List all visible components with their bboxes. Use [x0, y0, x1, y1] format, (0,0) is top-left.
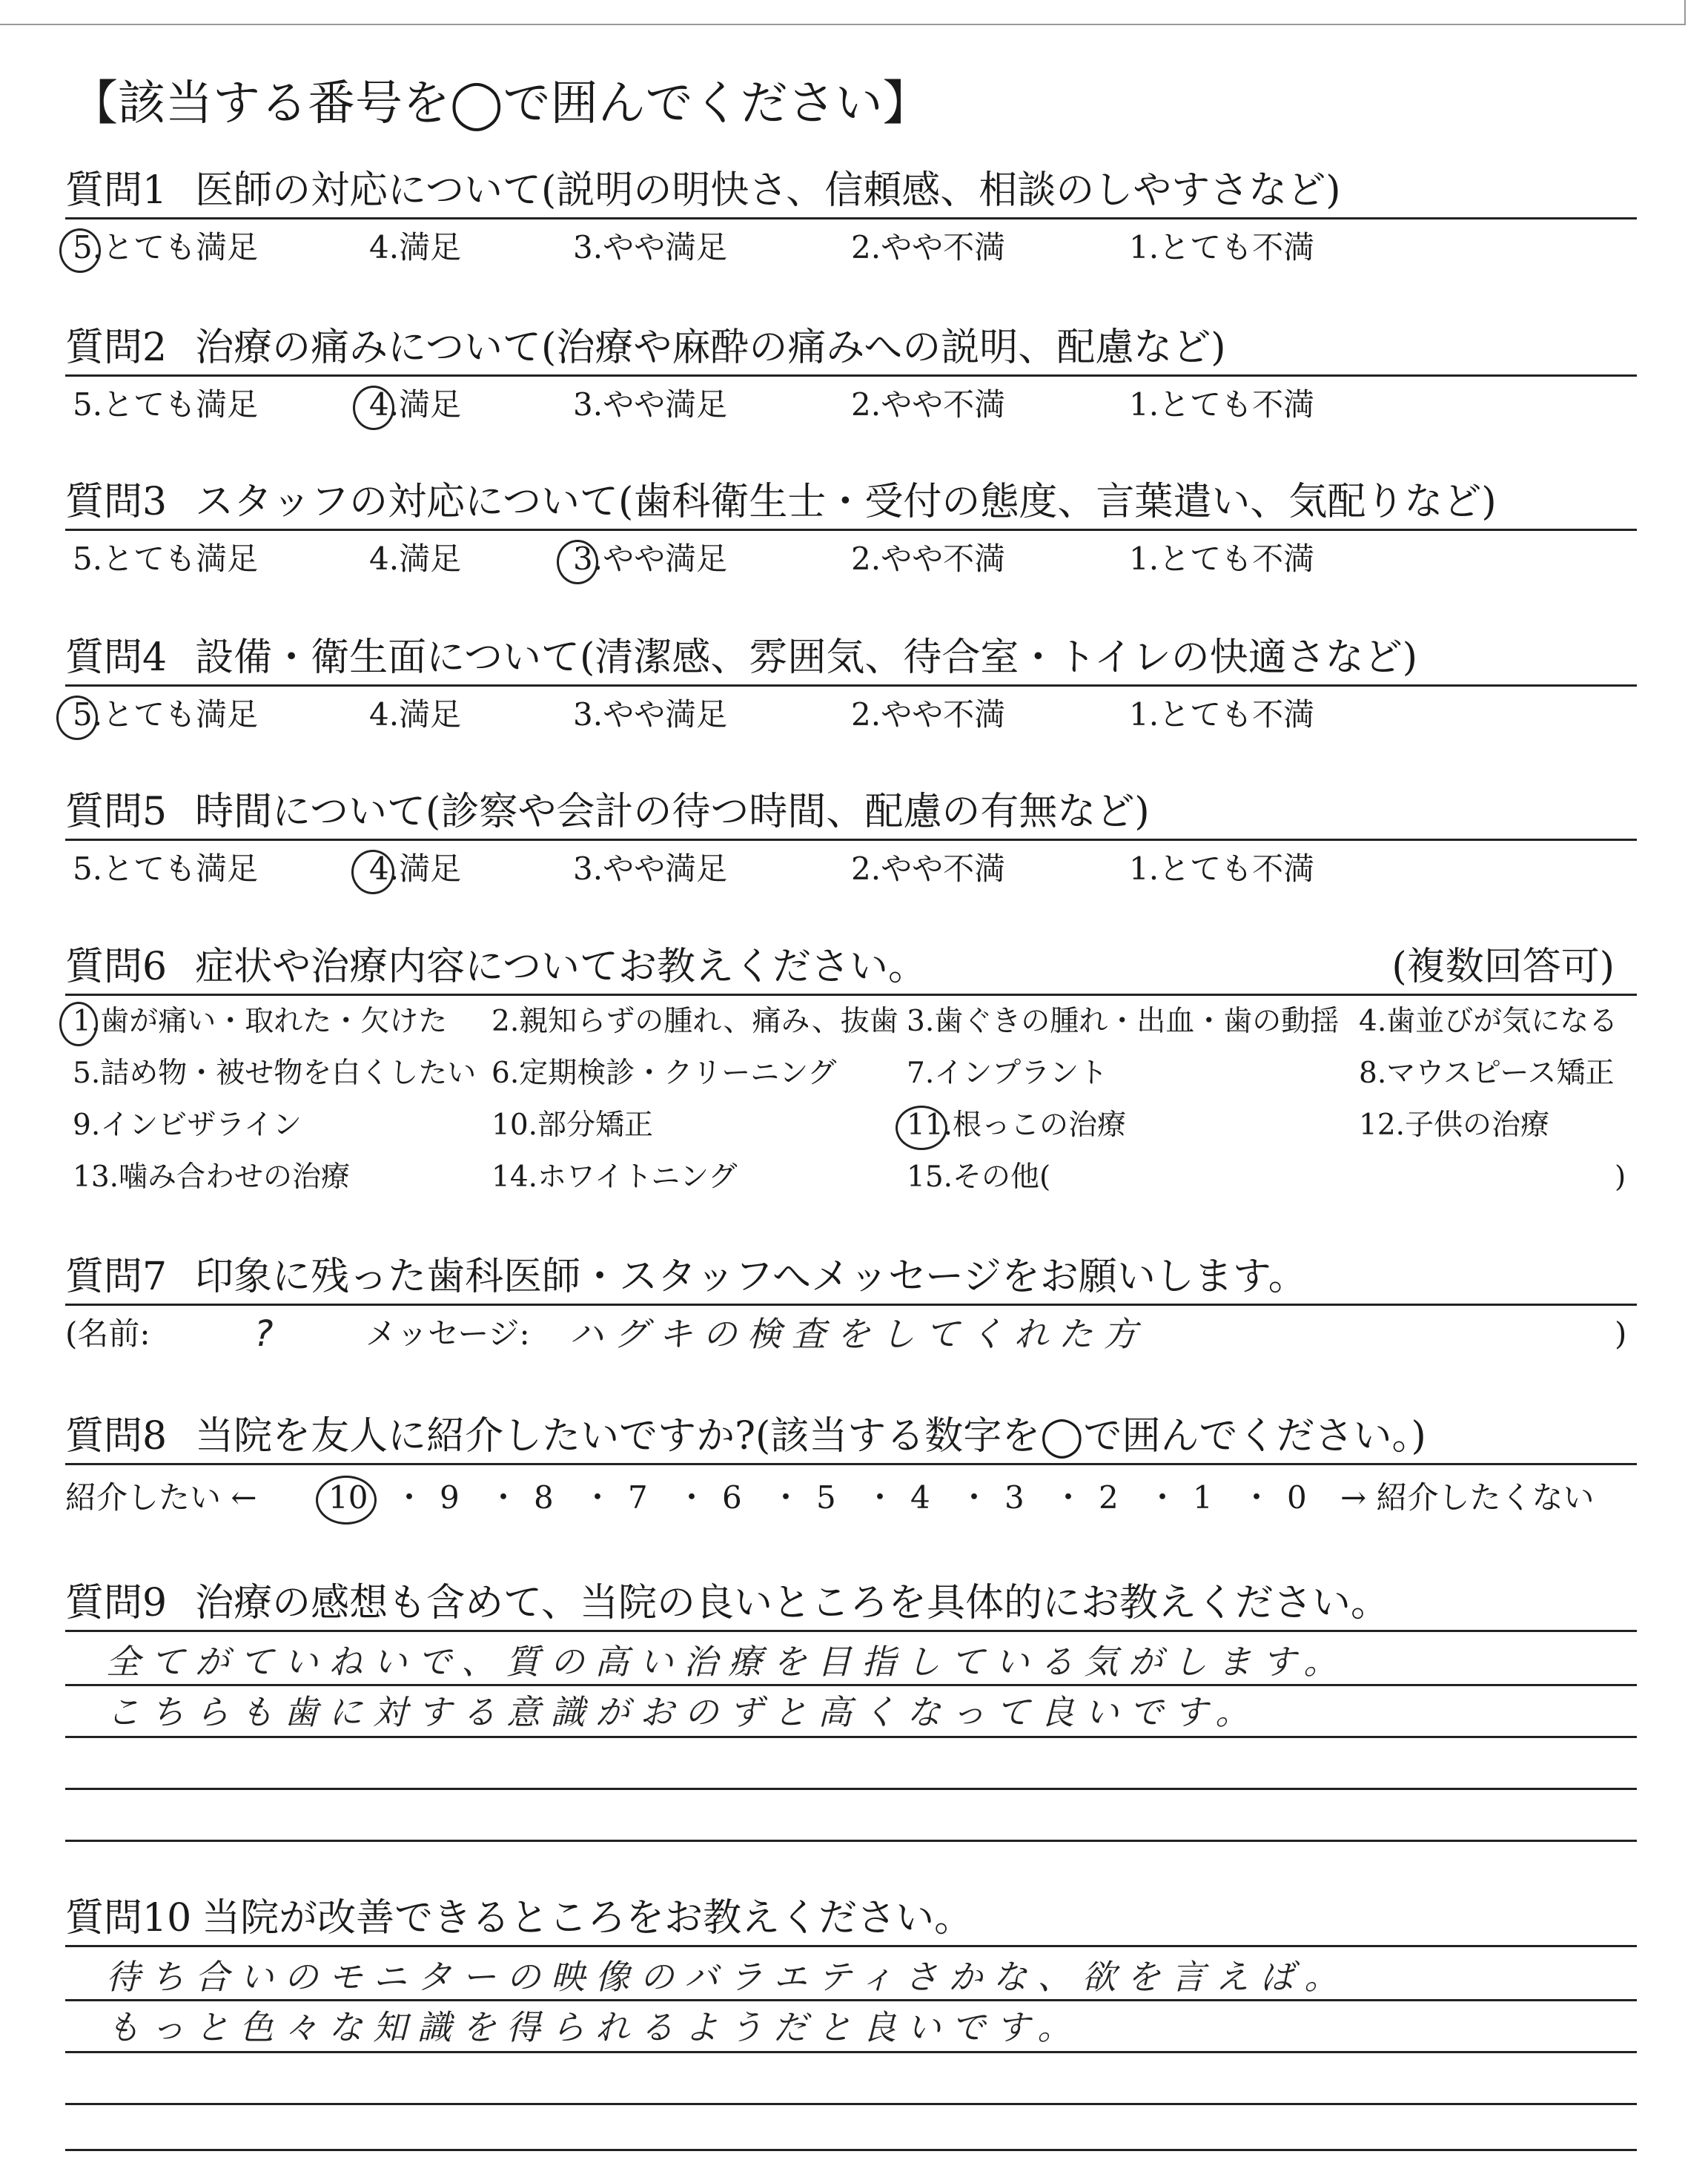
question-number: 質問9	[65, 1581, 168, 1625]
divider	[65, 839, 1637, 841]
question-number: 質問4	[65, 635, 168, 680]
option-2[interactable]: 2.やや不満	[851, 851, 1006, 887]
option-3[interactable]: 3.やや満足	[573, 229, 728, 265]
treatment-option-12[interactable]: 12.子供の治療	[1359, 1109, 1550, 1142]
treatment-option-1[interactable]: 1.歯が痛い・取れた・欠けた	[73, 1005, 448, 1038]
scale-1[interactable]: 1	[1193, 1479, 1213, 1516]
question-text: 治療の痛みについて(治療や麻酔の痛みへの説明、配慮など)	[195, 326, 1226, 370]
treatment-option-3[interactable]: 3.歯ぐきの腫れ・出血・歯の動揺	[907, 1005, 1340, 1038]
top-border	[0, 24, 1684, 25]
scale-left-label: 紹介したい ←	[65, 1479, 257, 1516]
message-value[interactable]: ハグキの検査をしてくれた方	[569, 1314, 1148, 1354]
selection-circle	[896, 1106, 947, 1150]
question-number: 質問8	[65, 1414, 168, 1459]
option-4[interactable]: 4.満足	[369, 541, 462, 577]
option-4[interactable]: 4.満足	[369, 386, 462, 423]
scale-right-label: → 紹介したくない	[1340, 1479, 1595, 1516]
question-text: スタッフの対応について(歯科衛生士・受付の態度、言葉遣い、気配りなど)	[195, 480, 1497, 524]
option-3[interactable]: 3.やや満足	[573, 386, 728, 423]
option-5[interactable]: 5.とても満足	[73, 541, 259, 577]
option-4[interactable]: 4.満足	[369, 696, 462, 733]
option-2[interactable]: 2.やや不満	[851, 229, 1006, 265]
question-number: 質問5	[65, 790, 168, 834]
message-label: メッセージ:	[365, 1315, 530, 1352]
question-number: 質問10	[65, 1896, 192, 1941]
question-text: 医師の対応について(説明の明快さ、信頼感、相談のしやすさなど)	[195, 168, 1341, 213]
divider	[65, 684, 1637, 687]
selection-circle	[316, 1476, 377, 1525]
rating-options	[65, 694, 1637, 736]
question-5	[65, 788, 1637, 890]
selection-circle	[59, 228, 101, 273]
option-3[interactable]: 3.やや満足	[573, 696, 728, 733]
option-1[interactable]: 1.とても不満	[1129, 386, 1315, 423]
treatment-option-13[interactable]: 13.噛み合わせの治療	[73, 1160, 351, 1194]
answer-line-1: 全てがていねいで、質の高い治療を目指している気がします。	[106, 1642, 1348, 1682]
treatment-option-10[interactable]: 10.部分矯正	[491, 1109, 654, 1142]
option-4[interactable]: 4.満足	[369, 851, 462, 887]
option-2[interactable]: 2.やや不満	[851, 696, 1006, 733]
message-close-paren: )	[1615, 1315, 1627, 1352]
rating-options	[65, 384, 1637, 426]
question-number: 質問2	[65, 326, 168, 370]
question-1	[65, 167, 1637, 268]
scale-2[interactable]: 2	[1099, 1479, 1119, 1516]
question-text: 当院を友人に紹介したいですか?(該当する数字を◯で囲んでください。)	[195, 1414, 1426, 1459]
option-1[interactable]: 1.とても不満	[1129, 851, 1315, 887]
answer-line-2: もっと色々な知識を得られるようだと良いです。	[106, 2007, 1082, 2047]
treatment-option-5[interactable]: 5.詰め物・被せ物を白くしたい	[73, 1057, 477, 1090]
answer-area[interactable]	[65, 1947, 1637, 2155]
selection-circle	[351, 850, 394, 894]
side-border	[1684, 0, 1686, 25]
scale-6[interactable]: 6	[722, 1479, 742, 1516]
option-2[interactable]: 2.やや不満	[851, 541, 1006, 577]
question-number: 質問1	[65, 168, 168, 213]
scale-4[interactable]: 4	[910, 1479, 930, 1516]
other-close-paren: )	[1615, 1160, 1626, 1194]
treatment-option-2[interactable]: 2.親知らずの腫れ、痛み、抜歯	[491, 1005, 898, 1038]
option-1[interactable]: 1.とても不満	[1129, 541, 1315, 577]
option-3[interactable]: 3.やや満足	[573, 541, 728, 577]
writing-line	[65, 2149, 1637, 2151]
treatment-option-8[interactable]: 8.マウスピース矯正	[1359, 1057, 1615, 1090]
scale-8[interactable]: 8	[534, 1479, 554, 1516]
option-3[interactable]: 3.やや満足	[573, 851, 728, 887]
option-1[interactable]: 1.とても不満	[1129, 696, 1315, 733]
question-7	[65, 1253, 1637, 1361]
question-text: 時間について(診察や会計の待つ時間、配慮の有無など)	[195, 790, 1150, 834]
option-5[interactable]: 5.とても満足	[73, 386, 259, 423]
question-6	[65, 943, 1637, 1218]
divider	[65, 217, 1637, 219]
divider	[65, 994, 1637, 996]
writing-line	[65, 1840, 1637, 1842]
option-4[interactable]: 4.満足	[369, 229, 462, 265]
question-number: 質問7	[65, 1255, 168, 1299]
treatment-option-11[interactable]: 11.根っこの治療	[907, 1109, 1127, 1142]
writing-line	[65, 2103, 1637, 2105]
writing-line	[65, 1999, 1637, 2001]
divider	[65, 1304, 1637, 1306]
selection-circle	[56, 696, 98, 740]
divider	[65, 374, 1637, 377]
selection-circle	[557, 540, 598, 584]
question-text: 症状や治療内容についてお教えください。	[195, 945, 927, 989]
page-instruction: 【該当する番号を◯で囲んでください】	[70, 76, 930, 131]
question-3	[65, 478, 1637, 580]
rating-options	[65, 538, 1637, 580]
scale-10[interactable]: 10	[328, 1479, 368, 1516]
answer-line-2: こちらも歯に対する意識がおのずと高くなって良いです。	[106, 1692, 1260, 1732]
question-2	[65, 324, 1637, 426]
treatment-option-9[interactable]: 9.インビザライン	[73, 1109, 302, 1142]
scale-3[interactable]: 3	[1004, 1479, 1025, 1516]
question-8	[65, 1413, 1637, 1522]
scale-7[interactable]: 7	[628, 1479, 648, 1516]
answer-area[interactable]	[65, 1632, 1637, 1877]
scale-5[interactable]: 5	[816, 1479, 836, 1516]
message-row	[65, 1313, 1637, 1361]
writing-line	[65, 1736, 1637, 1738]
name-value[interactable]: ?	[254, 1313, 284, 1355]
question-10	[65, 1895, 1637, 2155]
divider	[65, 529, 1637, 531]
question-9	[65, 1579, 1637, 1877]
treatment-options	[65, 1003, 1637, 1218]
divider	[65, 1463, 1637, 1465]
scale-0[interactable]: 0	[1287, 1479, 1307, 1516]
option-2[interactable]: 2.やや不満	[851, 386, 1006, 423]
question-text: 印象に残った歯科医師・スタッフへメッセージをお願いします。	[195, 1255, 1307, 1299]
treatment-option-15[interactable]: 15.その他(	[907, 1160, 1051, 1194]
treatment-option-4[interactable]: 4.歯並びが気になる	[1359, 1005, 1618, 1038]
option-1[interactable]: 1.とても不満	[1129, 229, 1315, 265]
selection-circle	[353, 386, 394, 430]
writing-line	[65, 2051, 1637, 2053]
question-number: 質問6	[65, 945, 168, 989]
option-5[interactable]: 5.とても満足	[73, 696, 259, 733]
option-5[interactable]: 5.とても満足	[73, 851, 259, 887]
name-label: (名前:	[65, 1315, 150, 1352]
question-number: 質問3	[65, 480, 168, 524]
treatment-option-7[interactable]: 7.インプラント	[907, 1057, 1108, 1090]
option-5[interactable]: 5.とても満足	[73, 229, 259, 265]
treatment-option-14[interactable]: 14.ホワイトニング	[491, 1160, 738, 1194]
question-4	[65, 634, 1637, 736]
treatment-option-6[interactable]: 6.定期検診・クリーニング	[491, 1057, 837, 1090]
writing-line	[65, 1684, 1637, 1686]
rating-options	[65, 227, 1637, 268]
recommendation-scale: 紹介したい ← 10 ・ 9 ・ 8 ・ 7 ・ 6 ・ 5 ・ 4 ・ 3 ・ 2 ・ 1 ・ 0 → 紹介したくない	[65, 1477, 1637, 1522]
question-text: 治療の感想も含めて、当院の良いところを具体的にお教えください。	[195, 1581, 1390, 1625]
answer-line-1: 待ち合いのモニターの映像のバラエティさかな、欲を言えば。	[106, 1957, 1349, 1997]
scale-9[interactable]: 9	[440, 1479, 460, 1516]
writing-line	[65, 1788, 1637, 1790]
question-text: 当院が改善できるところをお教えください。	[202, 1896, 973, 1941]
multiple-answers-note: (複数回答可)	[1391, 945, 1615, 989]
rating-options	[65, 848, 1637, 890]
question-text: 設備・衛生面について(清潔感、雰囲気、待合室・トイレの快適さなど)	[195, 635, 1418, 680]
selection-circle	[59, 1002, 98, 1046]
